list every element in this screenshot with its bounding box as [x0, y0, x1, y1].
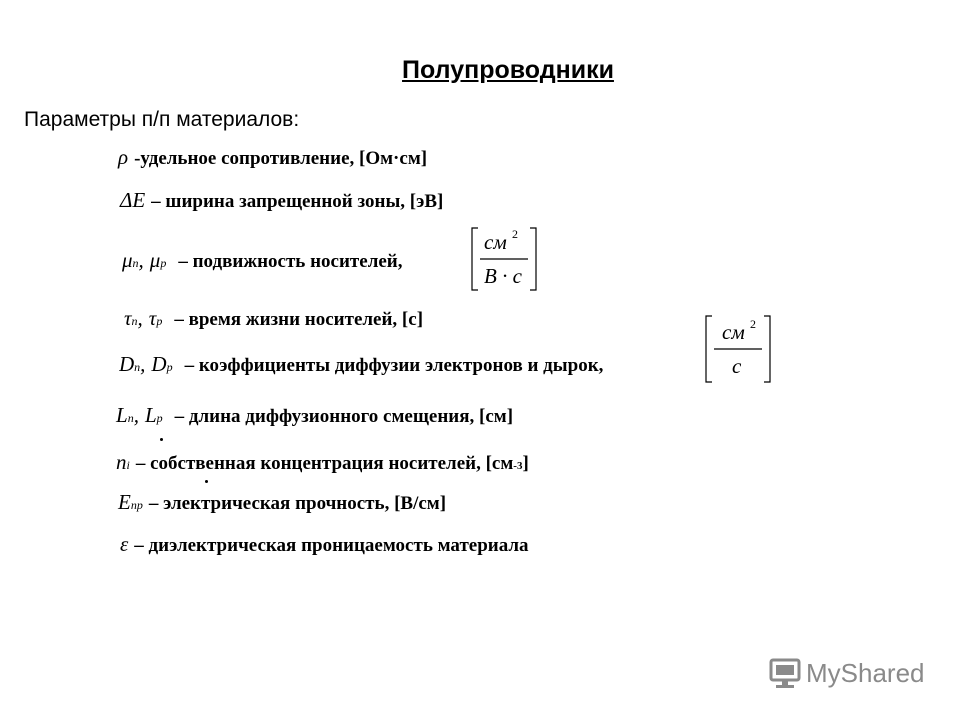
- unit-numerator: см: [722, 320, 745, 344]
- param-symbol: n: [116, 450, 127, 474]
- param-subscript: p: [166, 360, 173, 374]
- param-diffusion: D n , D p – коэффициенты диффузии электронов и дырок,: [119, 352, 604, 376]
- param-subscript: пр: [130, 498, 143, 512]
- subtitle: Параметры п/п материалов:: [24, 108, 300, 131]
- param-subscript: p: [156, 314, 163, 328]
- param-superscript: -3: [513, 460, 523, 472]
- unit-exponent: 2: [512, 227, 518, 241]
- monitor-icon: [768, 656, 802, 690]
- unit-denominator: с: [732, 354, 742, 378]
- diffusion-unit: [704, 314, 774, 384]
- param-symbol: D: [119, 352, 135, 376]
- param-subscript: n: [132, 256, 139, 270]
- param-permittivity: [120, 532, 529, 557]
- param-symbol: ρ: [118, 145, 129, 169]
- artifact-dot: [205, 480, 208, 483]
- param-symbol: μ: [149, 248, 161, 272]
- watermark-text: MyShared: [806, 657, 925, 688]
- param-symbol: L: [116, 403, 128, 427]
- unit-exponent: 2: [750, 317, 756, 331]
- param-symbol: τ: [124, 306, 132, 330]
- param-subscript: n: [127, 411, 134, 425]
- param-text: – подвижность носителей,: [178, 251, 403, 272]
- mobility-unit: [470, 226, 540, 292]
- param-symbol: E: [118, 490, 131, 514]
- param-diffusion-length: L n , L p – длина диффузионного смещения, [см]: [116, 403, 514, 427]
- param-subscript: n: [131, 314, 138, 328]
- param-text: – время жизни носителей, [с]: [174, 309, 424, 330]
- param-symbol: L: [144, 403, 157, 427]
- param-text: – собственная концентрация носителей, [см: [135, 453, 514, 474]
- page-title: Полупроводники: [402, 56, 614, 84]
- unit-numerator: см: [484, 230, 507, 254]
- param-symbol: μ: [122, 248, 133, 272]
- param-subscript: p: [160, 256, 167, 270]
- param-breakdown-strength: [118, 490, 446, 515]
- param-symbol: ΔE: [120, 188, 146, 212]
- param-text: -удельное сопротивление, [Ом·см]: [134, 148, 428, 169]
- param-text: – длина диффузионного смещения, [см]: [174, 406, 514, 427]
- param-symbol: τ: [148, 306, 157, 330]
- param-resistivity: [118, 145, 427, 170]
- param-text: – электрическая прочность, [В/см]: [148, 493, 447, 514]
- param-bandgap: [120, 188, 443, 213]
- param-lifetime: τ n , τ p – время жизни носителей, [с]: [124, 306, 424, 330]
- param-subscript: i: [126, 458, 130, 472]
- unit-denominator: В · с: [484, 264, 522, 288]
- param-text: – коэффициенты диффузии электронов и дырок,: [184, 355, 604, 376]
- param-text: – ширина запрещенной зоны, [эВ]: [151, 191, 444, 212]
- param-symbol: D: [151, 352, 167, 376]
- param-subscript: n: [134, 360, 141, 374]
- param-mobility: μ n , μ p – подвижность носителей,: [122, 248, 403, 272]
- artifact-dot: [160, 438, 163, 441]
- param-text-end: ]: [522, 453, 529, 474]
- param-intrinsic-concentration: [116, 450, 529, 475]
- param-symbol: ε: [120, 532, 129, 556]
- param-text: – диэлектрическая проницаемость материала: [134, 535, 529, 556]
- watermark-logo: [768, 656, 925, 690]
- param-subscript: p: [156, 411, 163, 425]
